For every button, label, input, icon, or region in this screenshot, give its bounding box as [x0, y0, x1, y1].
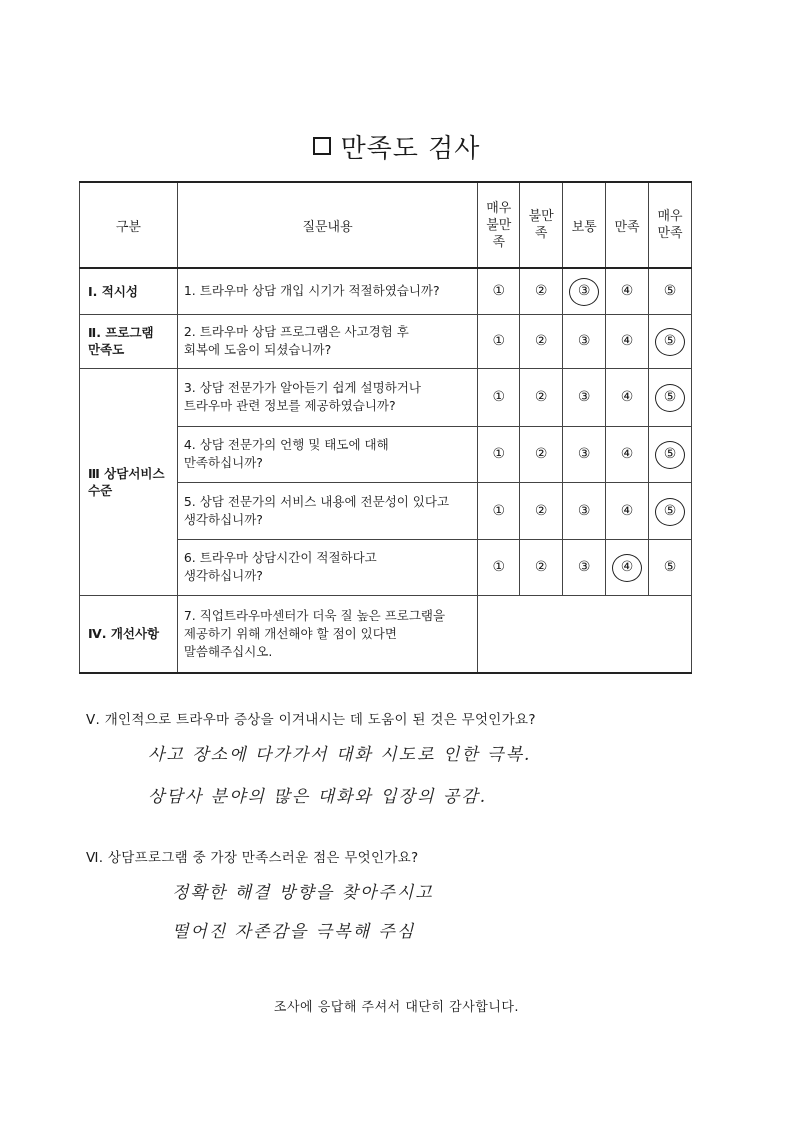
table-row	[80, 595, 692, 673]
option-3[interactable]: ③	[563, 368, 606, 426]
handwritten-answer-line: 떨어진 자존감을 극복해 주심	[172, 922, 416, 942]
selected-mark: ⑤	[663, 502, 677, 519]
table-row	[80, 268, 692, 314]
table-row	[80, 368, 692, 426]
section-label: Ⅱ. 프로그램 만족도	[80, 314, 178, 368]
selected-mark: ⑤	[663, 446, 677, 462]
option-5[interactable]	[649, 426, 692, 482]
selected-mark: ③	[577, 283, 591, 300]
handwritten-answer-line: 상담사 분야의 많은 대화와 입장의 공감.	[148, 787, 488, 807]
option-5[interactable]	[649, 368, 692, 426]
option-2[interactable]: ②	[520, 268, 563, 314]
option-4[interactable]: ④	[606, 368, 649, 426]
option-3[interactable]: ③	[563, 482, 606, 539]
option-4[interactable]: ④	[606, 426, 649, 482]
option-1[interactable]: ①	[478, 482, 520, 539]
option-5[interactable]	[649, 314, 692, 368]
header-question: 질문내용	[177, 182, 477, 268]
question-text: 6. 트라우마 상담시간이 적절하다고 생각하십니까?	[177, 539, 477, 595]
option-3[interactable]: ③	[563, 314, 606, 368]
selected-mark: ⑤	[663, 389, 677, 405]
option-5[interactable]: ⑤	[649, 539, 692, 595]
table-header-row	[80, 182, 692, 268]
question-text: 1. 트라우마 상담 개입 시기가 적절하였습니까?	[177, 268, 477, 314]
option-2[interactable]: ②	[520, 314, 563, 368]
question-text: 3. 상담 전문가가 알아듣기 쉽게 설명하거나 트라우마 관련 정보를 제공하였습니까?	[177, 368, 477, 426]
handwritten-answer-line: 사고 장소에 다가가서 대화 시도로 인한 극복.	[148, 745, 532, 765]
option-4[interactable]: ④	[606, 268, 649, 314]
closing-message: 조사에 응답해 주셔서 대단히 감사합니다.	[273, 1000, 520, 1015]
satisfaction-table	[79, 181, 692, 674]
option-2[interactable]: ②	[520, 426, 563, 482]
section-label: Ⅰ. 적시성	[80, 268, 178, 314]
option-3[interactable]: ③	[563, 426, 606, 482]
page-title: 만족도 검사	[0, 128, 793, 165]
option-2[interactable]: ②	[520, 482, 563, 539]
option-3[interactable]	[563, 268, 606, 314]
question-5: Ⅴ. 개인적으로 트라우마 증상을 이겨내시는 데 도움이 된 것은 무엇인가요?	[86, 712, 536, 728]
option-1[interactable]: ①	[478, 368, 520, 426]
option-1[interactable]: ①	[478, 539, 520, 595]
option-4[interactable]	[606, 539, 649, 595]
option-4[interactable]: ④	[606, 314, 649, 368]
handwritten-answer-line: 정확한 해결 방향을 찾아주시고	[172, 883, 434, 903]
header-dissatisfied: 불만 족	[520, 182, 563, 268]
section-label: Ⅳ. 개선사항	[80, 595, 178, 673]
question-text: 4. 상담 전문가의 언행 및 태도에 대해 만족하십니까?	[177, 426, 477, 482]
question-text: 5. 상담 전문가의 서비스 내용에 전문성이 있다고 생각하십니까?	[177, 482, 477, 539]
question-6: Ⅵ. 상담프로그램 중 가장 만족스러운 점은 무엇인가요?	[86, 850, 419, 866]
option-1[interactable]: ①	[478, 268, 520, 314]
header-satisfied: 만족	[606, 182, 649, 268]
option-4[interactable]: ④	[606, 482, 649, 539]
header-category: 구분	[80, 182, 178, 268]
option-3[interactable]: ③	[563, 539, 606, 595]
option-5[interactable]: ⑤	[649, 268, 692, 314]
section-label: Ⅲ 상담서비스 수준	[80, 368, 178, 595]
header-very-dissatisfied: 매우 불만 족	[478, 182, 520, 268]
option-2[interactable]: ②	[520, 368, 563, 426]
selected-mark: ④	[620, 559, 634, 575]
option-5[interactable]	[649, 482, 692, 539]
header-neutral: 보통	[563, 182, 606, 268]
option-2[interactable]: ②	[520, 539, 563, 595]
checkbox-square-icon	[313, 137, 331, 155]
header-very-satisfied: 매우 만족	[649, 182, 692, 268]
option-1[interactable]: ①	[478, 426, 520, 482]
option-1[interactable]: ①	[478, 314, 520, 368]
improvement-answer-field[interactable]	[478, 595, 692, 673]
selected-mark: ⑤	[663, 333, 677, 349]
question-text: 2. 트라우마 상담 프로그램은 사고경험 후 회복에 도움이 되셨습니까?	[177, 314, 477, 368]
table-row	[80, 314, 692, 368]
question-text: 7. 직업트라우마센터가 더욱 질 높은 프로그램을 제공하기 위해 개선해야 할 점이 있다면 말씀해주십시오.	[177, 595, 477, 673]
